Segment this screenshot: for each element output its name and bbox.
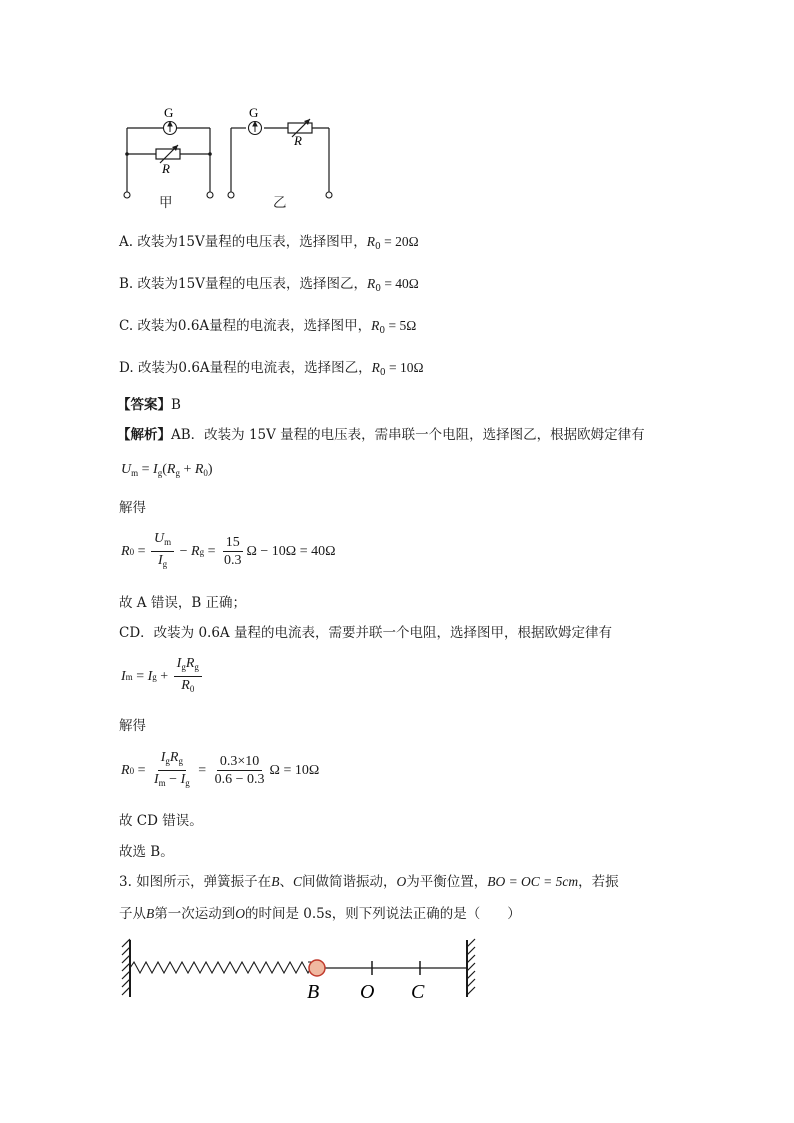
spring-oscillator-figure: [118, 935, 480, 1005]
analysis-line-1: 【解析】AB．改装为 15V 量程的电压表，需串联一个电阻，选择图乙，根据欧姆定律有: [117, 427, 645, 443]
question-3-line-2: 子从B第一次运动到O的时间是 0.5s，则下列说法正确的是（ ）: [119, 906, 521, 922]
resistor-label-yi: R: [294, 133, 302, 148]
analysis-label: 【解析】: [117, 427, 171, 443]
answer-value: B: [171, 397, 181, 413]
option-a: A. 改装为15V量程的电压表，选择图甲，$R_0 = 20\Omega$: [119, 234, 419, 252]
circuit-label-yi: 乙: [273, 195, 287, 211]
circuit-label-jia: 甲: [159, 195, 173, 211]
option-d: D. 改装为0.6A量程的电流表，选择图乙，$R_0 = 10\Omega$: [119, 360, 424, 378]
final-answer: 故选 B。: [119, 844, 174, 860]
label-b: B: [307, 981, 320, 1003]
meter-label-jia: G: [164, 105, 174, 120]
option-letter: B.: [119, 276, 134, 292]
option-b: B. 改装为15V量程的电压表，选择图乙，$R_0 = 40\Omega$: [119, 276, 419, 294]
question-3-line-1: 3. 如图所示，弹簧振子在B、C间做简谐振动，O为平衡位置，BO = OC = 5cm，若振: [119, 874, 619, 890]
solve-label-1: 解得: [119, 500, 146, 516]
option-letter: A.: [119, 234, 134, 250]
meter-label-yi: G: [249, 105, 259, 120]
resistor-label-jia: R: [162, 161, 170, 176]
label-o: O: [360, 981, 375, 1003]
option-c: C. 改装为0.6A量程的电流表，选择图甲，$R_0 = 5\Omega$: [119, 318, 417, 336]
option-text: 改装为15V量程的电压表，选择图乙，: [137, 276, 367, 292]
circuit-diagrams: [115, 100, 345, 215]
option-text: 改装为0.6A量程的电流表，选择图甲，: [137, 318, 372, 334]
answer-line: [117, 396, 181, 414]
spring: [130, 962, 314, 973]
analysis-line-2: CD．改装为 0.6A 量程的电流表，需要并联一个电阻，选择图甲，根据欧姆定律有: [119, 625, 612, 641]
equation-r0-voltmeter: R 0 = $\frac{U_m}{I_g}$ − R g = $\frac{15}{0.3}$ Ω − 10Ω = 40Ω: [121, 531, 336, 569]
oscillator-ball: [309, 960, 325, 976]
conclusion-2: 故 CD 错误。: [119, 813, 203, 829]
conclusion-1: 故 A 错误，B 正确；: [119, 595, 247, 611]
equation-um: $U_m = I_g(R_g + R_0)$: [121, 462, 213, 478]
option-text: 改装为0.6A量程的电流表，选择图乙，: [137, 360, 372, 376]
option-letter: D.: [119, 360, 134, 376]
option-text: 改装为15V量程的电压表，选择图甲，: [137, 234, 367, 250]
label-c: C: [411, 981, 425, 1003]
answer-label: 【答案】: [117, 397, 171, 413]
equation-im: I m = I g + $\frac{I_gR_g}{R_0}$: [121, 655, 204, 698]
equation-r0-ammeter: R 0 = $\frac{I_gR_g}{I_m - I_g}$ = $\frac{0.3\times 10}{0.6 - 0.3}$ Ω = 10Ω: [121, 750, 320, 788]
option-letter: C.: [119, 318, 134, 334]
solve-label-2: 解得: [119, 718, 146, 734]
